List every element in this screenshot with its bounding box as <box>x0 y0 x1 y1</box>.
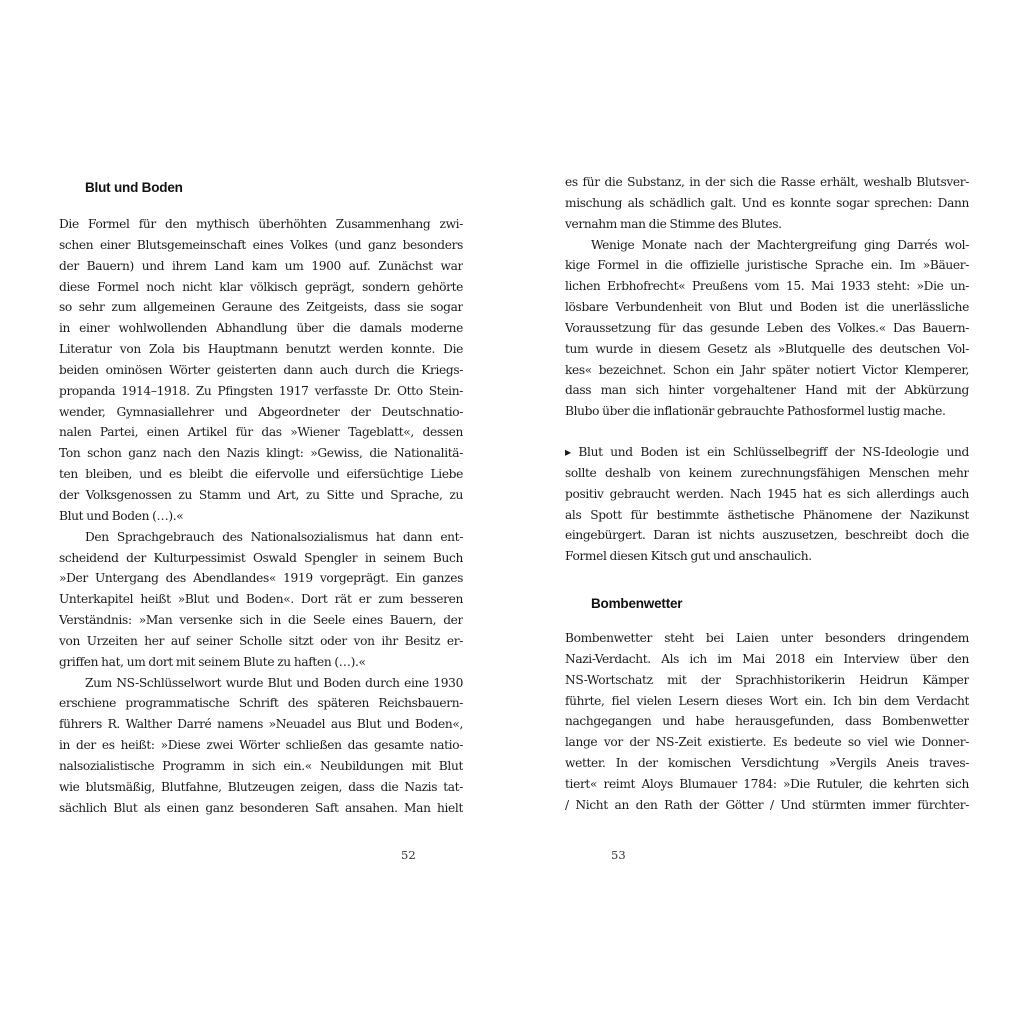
text-line: diese Formel noch nicht klar völkisch geprägt, sondern gehörte <box>59 279 463 294</box>
text-line: wender, Gymnasiallehrer und Abgeordneter der Deutschnatio- <box>59 404 463 419</box>
note-paragraph <box>565 442 969 567</box>
text-line: / Nicht an den Rath der Götter / Und stürmten immer fürchter- <box>565 797 969 812</box>
text-line: Zum NS-Schlüsselwort wurde Blut und Boden durch eine 1930 <box>85 675 463 690</box>
text-line: der Bauern) und ihrem Land kam um 1900 auf. Zunächst war <box>59 258 463 273</box>
text-line: ▸ Blut und Boden ist ein Schlüsselbegriff der NS-Ideologie und <box>565 445 969 459</box>
text-line: führers R. Walther Darré namens »Neuadel aus Blut und Boden«, <box>59 717 463 732</box>
text-line: Blubo über die inflationär gebrauchte Pathosformel lustig mache. <box>565 404 946 419</box>
text-line: lichen Erbhofrecht« Preußens vom 15. Mai 1933 steht: »Die un- <box>565 279 969 294</box>
text-line: Blut und Boden (…).« <box>59 508 184 523</box>
text-line: lange vor der NS-Zeit existierte. Es bedeute so viel wie Donner- <box>565 735 969 750</box>
page-number-right: 53 <box>611 848 626 862</box>
text-line: Den Sprachgebrauch des Nationalsozialismus hat dann ent- <box>85 529 463 544</box>
text-line: Unterkapitel heißt »Blut und Boden«. Dort rät er zum besseren <box>59 592 463 607</box>
text-line: wie blutsmäßig, Blutfahne, Blutzeugen zeigen, dass die Nazis tat- <box>59 779 463 794</box>
left-body-text <box>59 214 463 818</box>
text-line: Literatur von Zola bis Hauptmann benutzt werden konnte. Die <box>59 342 463 357</box>
text-line: nalsozialistische Programm in sich ein.« Neubildungen mit Blut <box>59 758 463 773</box>
text-line: vernahm man die Stimme des Blutes. <box>565 216 782 231</box>
section-heading: Bombenwetter <box>591 596 683 611</box>
text-line: nalen Partei, einen Artikel für das »Wiener Tageblatt«, dessen <box>59 425 463 440</box>
text-line: es für die Substanz, in der sich die Rasse erhält, weshalb Blutsver- <box>565 175 969 189</box>
text-line: Wenige Monate nach der Machtergreifung ging Darrés wol- <box>591 237 969 252</box>
text-line: Formel diesen Kitsch gut und anschaulich. <box>565 549 812 564</box>
text-line: Ton schon ganz nach den Nazis klingt: »Gewiss, die Nationalitä- <box>59 446 463 461</box>
text-line: ten bleiben, und es bleibt die eifervolle und eifersüchtige Liebe <box>59 467 463 482</box>
text-line: »Der Untergang des Abendlandes« 1919 vorgeprägt. Ein ganzes <box>59 571 463 586</box>
text-line: kige Formel in die offizielle juristische Sprache ein. Im »Bäuer- <box>565 258 969 273</box>
text-line: lösbare Verbundenheit von Blut und Boden ist die unerlässliche <box>565 300 969 315</box>
text-line: erschiene programmatische Schrift des späteren Reichsbauern- <box>59 696 463 711</box>
text-line: sollte deshalb von keinem zurechnungsfähigen Menschen mehr <box>565 465 969 480</box>
text-line: mischung als schädlich galt. Und es konnte sogar sprechen: Dann <box>565 195 969 210</box>
text-line: tum wurde in diesem Gesetz als »Blutquelle des deutschen Vol- <box>565 341 969 356</box>
text-line: griffen hat, um dort mit seinem Blute zu haften (…).« <box>59 654 366 669</box>
text-line: in der es heißt: »Diese zwei Wörter schließen das gesamte natio- <box>59 738 463 753</box>
text-line: scheidend der Kulturpessimist Oswald Spengler in seinem Buch <box>59 550 463 565</box>
text-line: propanda 1914–1918. Zu Pfingsten 1917 verfasste Dr. Otto Stein- <box>59 383 463 398</box>
text-line: in einer wohlwollenden Abhandlung über die damals moderne <box>59 321 463 336</box>
text-line: positiv gebraucht werden. Nach 1945 hat es sich allerdings auch <box>565 486 969 501</box>
text-line: eingebürgert. Daran ist nichts auszusetzen, beschreibt doch die <box>565 528 969 543</box>
text-line: beiden ominösen Wörter geisterten dann auch durch die Kriegs- <box>59 362 463 377</box>
text-line: der Volksgenossen zu Stamm und Art, zu Sitte und Sprache, zu <box>59 487 463 502</box>
text-line: sächlich Blut als einen ganz besonderen Saft ansahen. Man hielt <box>59 800 463 815</box>
text-line: nachgegangen und habe herausgefunden, dass Bombenwetter <box>565 714 969 729</box>
text-line: schen einer Blutsgemeinschaft eines Volkes (und ganz besonders <box>59 237 463 252</box>
text-line: kes« bezeichnet. Schon ein Jahr später notiert Victor Klemperer, <box>565 362 969 377</box>
right-body-text-2 <box>565 628 969 816</box>
page-number-left: 52 <box>401 848 416 862</box>
text-line: Bombenwetter steht bei Laien unter besonders dringendem <box>565 631 969 645</box>
section-heading: Blut und Boden <box>85 180 183 195</box>
right-body-text <box>565 172 969 422</box>
text-line: führte, fiel vielen Lesern dieses Wort ein. Ich bin dem Verdacht <box>565 693 969 708</box>
text-line: Voraussetzung für das gesunde Leben des Volkes.« Das Bauern- <box>565 320 969 335</box>
text-line: NS-Wortschatz mit der Sprachhistorikerin Heidrun Kämper <box>565 672 969 687</box>
text-line: Verständnis: »Man versenke sich in die Seele eines Bauern, der <box>59 613 463 628</box>
text-line: dass man sich hinter vorgehaltener Hand mit der Abkürzung <box>565 383 969 398</box>
text-line: als Spott für bestimmte ästhetische Phänomene der Nazikunst <box>565 507 969 522</box>
text-line: tiert« reimt Aloys Blumauer 1784: »Die Rutuler, die kehrten sich <box>565 776 969 791</box>
text-line: wetter. In der komischen Versdichtung »Vergils Aneis traves- <box>565 756 969 771</box>
text-line: von Urzeiten her auf seiner Scholle sitzt oder von ihr Besitz er- <box>59 633 463 648</box>
text-line: Nazi-Verdacht. Als ich im Mai 2018 ein Interview über den <box>565 651 969 666</box>
text-line: so sehr zum allgemeinen Geraune des Zeitgeists, dass sie sogar <box>59 300 463 315</box>
text-line: Die Formel für den mythisch überhöhten Zusammenhang zwi- <box>59 217 463 231</box>
